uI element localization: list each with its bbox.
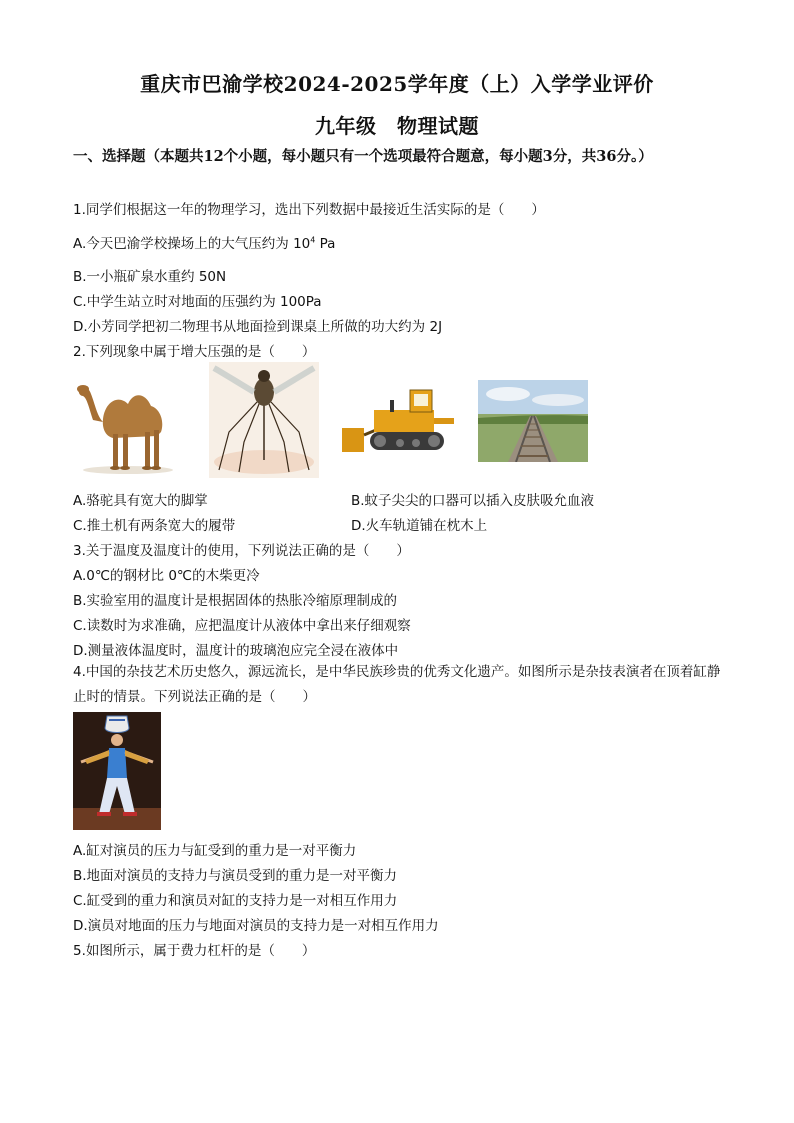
q4-stem: 4.中国的杂技艺术历史悠久，源远流长，是中华民族珍贵的优秀文化遗产。如图所示是杂技表演者在顶着缸静止时的情景。下列说法正确的是（ ） xyxy=(73,664,721,705)
section-heading: 一、选择题（本题共12个小题，每小题只有一个选项最符合题意，每小题3分，共36分。） xyxy=(73,148,653,165)
q1-option-a-unit: Pa xyxy=(315,236,336,252)
q3-option-d: D.测量液体温度时，温度计的玻璃泡应完全浸在液体中 xyxy=(73,643,399,659)
q4-option-c: C.缸受到的重力和演员对缸的支持力是一对相互作用力 xyxy=(73,893,398,909)
q3-stem: 3.关于温度及温度计的使用，下列说法正确的是（ ） xyxy=(73,543,410,559)
exam-title: 重庆市巴渝学校2024-2025学年度（上）入学学业评价 xyxy=(140,72,654,96)
q2-option-a: A.骆驼具有宽大的脚掌 xyxy=(73,493,208,509)
railway-image xyxy=(478,380,588,462)
q3-option-b: B.实验室用的温度计是根据固体的热胀冷缩原理制成的 xyxy=(73,593,398,609)
q4-option-a: A.缸对演员的压力与缸受到的重力是一对平衡力 xyxy=(73,843,357,859)
q1-stem: 1.同学们根据这一年的物理学习，选出下列数据中最接近生活实际的是（ ） xyxy=(73,202,545,218)
q5-stem: 5.如图所示，属于费力杠杆的是（ ） xyxy=(73,943,316,959)
q3-option-c: C.读数时为求准确，应把温度计从液体中拿出来仔细观察 xyxy=(73,618,411,634)
exam-subtitle: 九年级 物理试题 xyxy=(315,114,479,138)
q1-option-a xyxy=(73,232,335,252)
q2-stem: 2.下列现象中属于增大压强的是（ ） xyxy=(73,344,316,360)
q1-option-c: C.中学生站立时对地面的压强约为 100Pa xyxy=(73,294,322,310)
q2-option-c: C.推土机有两条宽大的履带 xyxy=(73,518,236,534)
q1-option-d: D.小芳同学把初二物理书从地面捡到课桌上所做的功大约为 2J xyxy=(73,319,443,335)
q4-option-b: B.地面对演员的支持力与演员受到的重力是一对平衡力 xyxy=(73,868,398,884)
bulldozer-image xyxy=(340,380,458,460)
mosquito-image xyxy=(209,362,319,478)
q4-option-d: D.演员对地面的压力与地面对演员的支持力是一对相互作用力 xyxy=(73,918,439,934)
acrobat-image xyxy=(73,712,161,830)
q1-option-a-exponent: 4 xyxy=(310,235,316,245)
q2-option-d: D.火车轨道铺在枕木上 xyxy=(351,518,488,534)
q1-option-a-text: A.今天巴渝学校操场上的大气压约为 10 xyxy=(73,236,311,252)
q2-option-b: B.蚊子尖尖的口器可以插入皮肤吸允血液 xyxy=(351,493,595,509)
q3-option-a: A.0℃的钢材比 0℃的木柴更冷 xyxy=(73,568,260,584)
camel-image xyxy=(73,364,183,476)
q1-option-b: B.一小瓶矿泉水重约 50N xyxy=(73,269,227,285)
